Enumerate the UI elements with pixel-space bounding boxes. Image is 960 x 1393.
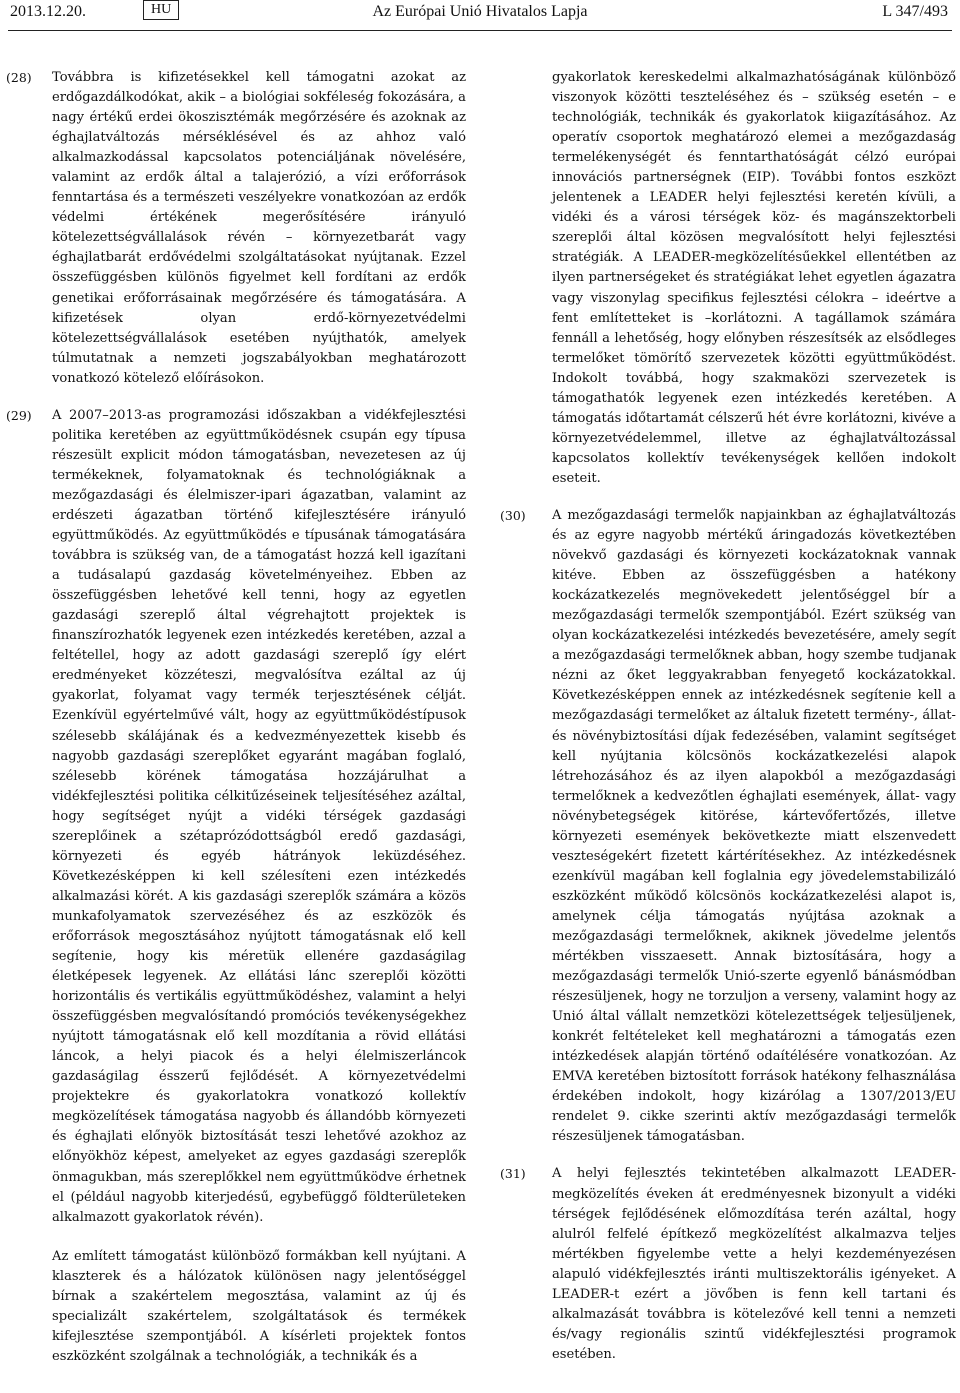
recital-paragraph: A 2007–2013-as programozási időszakban a vidékfejlesztési politika keretében az együttműködésnek csupán egy típusa részesült explicit módon támogatásban, nevezetesen az új termékeknek, folyamatoknak és technológiáknak a mezőgazdasági és élelmiszer-ipari ágazatban, valamint az erdészeti ágazatban történő kifejlesztésére irányuló együttműködés. Az együttműködés e típusának támogatására továbbra is szükség van, de a támogatást hozzá kell igazítani a tudásalapú gazdaság követelményeihez. Ebben az összefüggésben lehetővé kell tenni, hogy az egyetlen gazdasági szereplő által végrehajtott projektek is finanszírozhatók legyenek ezen intézkedés keretében, azzal a feltétellel, hogy az adott gazdasági szereplő így elért eredményeket közzéteszi, megvalósítva ezáltal az új gyakorlat, folyamat vagy termék terjesztésének célját. Ezenkívül egyértelművé vált, hogy az együttműködéstípusok szélesebb skálájának és a kedvezményezettek kisebb és nagyobb gazdasági szereplőket egyaránt magában foglaló, szélesebb körének támogatása hozzájárulhat a vidékfejlesztési politika célkitűzéseinek teljesítéséhez azáltal, hogy segítséget nyújt a vidéki térségek gazdasági szereplőinek a szétaprózódottságból eredő gazdasági, környezeti és egyéb hátrányok leküzdéséhez. Következésképpen ki kell szélesíteni ezen intézkedés alkalmazási körét. A kis gazdasági szereplők számára a közös munkafolyamatok szervezéséhez és az eszközök és erőforrások megosztásához nyújtott támogatásnak elő kell segítenie, hogy kis méretük ellenére gazdaságilag életképesek legyenek. Az ellátási lánc szereplői közötti horizontális és vertikális együttműködéshez, valamint a helyi összefüggésben megvalósítandó promóciós tevékenységekhez nyújtott támogatásnak elő kell mozdítania a rövid ellátási láncok, a helyi piacok és a helyi élelmiszerláncok gazdaságilag ésszerű fejlődését. A környezetvédelmi projektekre és gyakorlatokra vonatkozó kollektív megközelítések támogatása nagyobb és állandóbb környezeti és éghajlati előnyök biztosítását teszi lehetővé azokhoz az előnyökhöz képest, amelyeket az egyes gazdasági szereplők önmagukban, más szereplőkkel nem együttműködve érhetnek el (például nagyobb kiterjedésű, egybefüggő földterületeken alkalmazott gyakorlatok révén).: [52, 407, 466, 1225]
left-column: [6, 68, 466, 1384]
recital: [6, 68, 466, 389]
recital: [500, 506, 956, 1148]
recital-paragraph: Továbbra is kifizetésekkel kell támogatni azokat az erdőgazdálkodókat, akik – a biológiai sokféleség fokozására, a nagy értékű erdei ökoszisztémák megőrzésére és azoknak az éghajlatváltozás mérséklésével és az ahhoz való alkalmazkodással kapcsolatos potenciáljának növelésére, valamint az erdők által a talajerózió, a vízi erőforrások fenntartása és a természeti veszélyekre vonatkozóan az erdők védelmi értékének megerősítésére irányuló kötelezettségvállalások révén – környezetbarát vagy éghajlatbarát erdővédelmi szolgáltatásokat nyújtanak. Ezzel összefüggésben különös figyelmet kell fordítani az erdők genetikai erőforrásainak megőrzésére és támogatására. A kifizetések olyan erdő-környezetvédelmi kötelezettségvállalások esetében nyújthatók, amelyek túlmutatnak a nemzeti jogszabályokban meghatározott vonatkozó kötelező előírásokon.: [52, 70, 466, 386]
language-badge: HU: [143, 0, 179, 20]
journal-title: Az Európai Unió Hivatalos Lapja: [372, 3, 588, 20]
recital-paragraph: A helyi fejlesztés tekintetében alkalmazott LEADER-megközelítés éveken át eredményesnek bizonyult a vidéki térségek fejlődésének előmozdítása terén azáltal, hogy alulról felfelé építkező megközelítést alkalmazva teljes mértékben figyelembe vette a helyi kezdeményezésen alapuló vidékfejlesztés iránti multiszektorális igényeket. A LEADER-t ezért a jövőben is fenn kell tartani és alkalmazását továbbra is kötelezővé kell tenni a nemzeti és/vagy regionális szintű vidékfejlesztési programok esetében.: [552, 1166, 956, 1362]
recital-number: (31): [500, 1166, 526, 1182]
recital-number: (30): [500, 507, 526, 523]
page-number: L 347/493: [882, 3, 948, 20]
recital-paragraph: A mezőgazdasági termelők napjainkban az éghajlatváltozás és az egyre nagyobb mértékű áringadozás következtében növekvő gazdasági és környezeti kockázatoknak vannak kitéve. Ebben az összefüggésben a hatékony kockázatkezelés megnövekedett jelentőséggel bír a mezőgazdasági termelők szempontjából. Ezért szükség van olyan kockázatkezelési intézkedés bevezetésére, amely segít a mezőgazdasági termelőknek abban, hogy szembe tudjanak nézni az őket leggyakrabban fenyegető kockázatokkal. Következésképpen ennek az intézkedésnek segítenie kell a mezőgazdasági termelőket az általuk fizetett termény-, állat- és növénybiztosítási díjak fedezésében, valamint segítséget kell nyújtania kölcsönös kockázatkezelési alapok létrehozásához és az ilyen alapokból a mezőgazdasági termelőknek a kedvezőtlen éghajlati események, állat- vagy növénybetegségek kitörése, kártevőfertőzés, illetve környezeti események bekövetkezte miatt elszenvedett veszteségekért fizetett kártérítésekhez. Az intézkedésnek ezenkívül magában kell foglalnia egy jövedelemstabilizáló eszközként működő kölcsönös kockázatkezelési alapot is, amelynek célja támogatás nyújtása azoknak a mezőgazdasági termelőknek, akiknek jövedelme jelentős mértékben visszaesett. Annak biztosítására, hogy a mezőgazdasági termelők Unió-szerte egyenlő bánásmódban részesüljenek, hogy ne torzuljon a verseny, valamint hogy az Unió által vállalt nemzetközi kötelezettségek teljesüljenek, konkrét feltételeket kell meghatározni a támogatás ezen intézkedések alapján történő odaítélésére vonatkozóan. Az EMVA keretében biztosított források hatékony felhasználása érdekében indokolt, hogy kizárólag a 1307/2013/EU rendelet 9. cikke szerinti aktív mezőgazdasági termelők részesüljenek támogatásban.: [552, 507, 956, 1145]
recital: [500, 1164, 956, 1364]
recital-number: (29): [6, 407, 32, 423]
recital-number: (28): [6, 70, 32, 85]
recital-paragraph: Az említett támogatást különböző formákban kell nyújtani. A klaszterek és a hálózatok különösen nagy jelentőséggel bírnak a szakértelem megosztása, valamint az új és specializált szakértelem, szolgáltatások és termékek kifejlesztése szempontjából. A kísérleti projektek fontos eszközként szolgálnak a technológiák, a technikák és a: [52, 1248, 466, 1364]
recital: [552, 68, 956, 489]
page-header: [0, 0, 960, 30]
recital-paragraph: gyakorlatok kereskedelmi alkalmazhatóságának különböző viszonyok közötti teszteléséhez és – szükség esetén – e technológiák, technikák és gyakorlatok kiigazításához. Az operatív csoportok meghatározó elemei a mezőgazdaság termelékenységét és fenntarthatóságát célzó európai innovációs partnerségnek (EIP). További fontos eszközt jelentenek a LEADER helyi fejlesztési keretén kívüli, a vidéki és a városi térségek köz- és magánszektorbeli szereplői által közösen megvalósított helyi fejlesztési stratégiák. A LEADER-megközelítésűekkel ellentétben az ilyen partnerségeket és stratégiákat lehet egyetlen ágazatra vagy viszonylag specifikus fejlesztési célokra – ideértve a fent említetteket is –korlátozni. A tagállamok számára fennáll a lehetőség, hogy előnyben részesítsék az elsődleges termelőket tömörítő szervezetek közötti együttműködést. Indokolt továbbá, hogy szakmaközi szervezetek is támogathatók legyenek ezen intézkedés keretében. A támogatás időtartamát célszerű hét évre korlátozni, kivéve a környezetvédelemmel, illetve az éghajlatváltozással kapcsolatos kollektív tevékenységek kellően indokolt eseteit.: [552, 70, 956, 486]
recital: [6, 406, 466, 1367]
header-divider: [8, 30, 952, 31]
publication-date: 2013.12.20.: [10, 3, 86, 20]
right-column: [500, 68, 956, 1382]
